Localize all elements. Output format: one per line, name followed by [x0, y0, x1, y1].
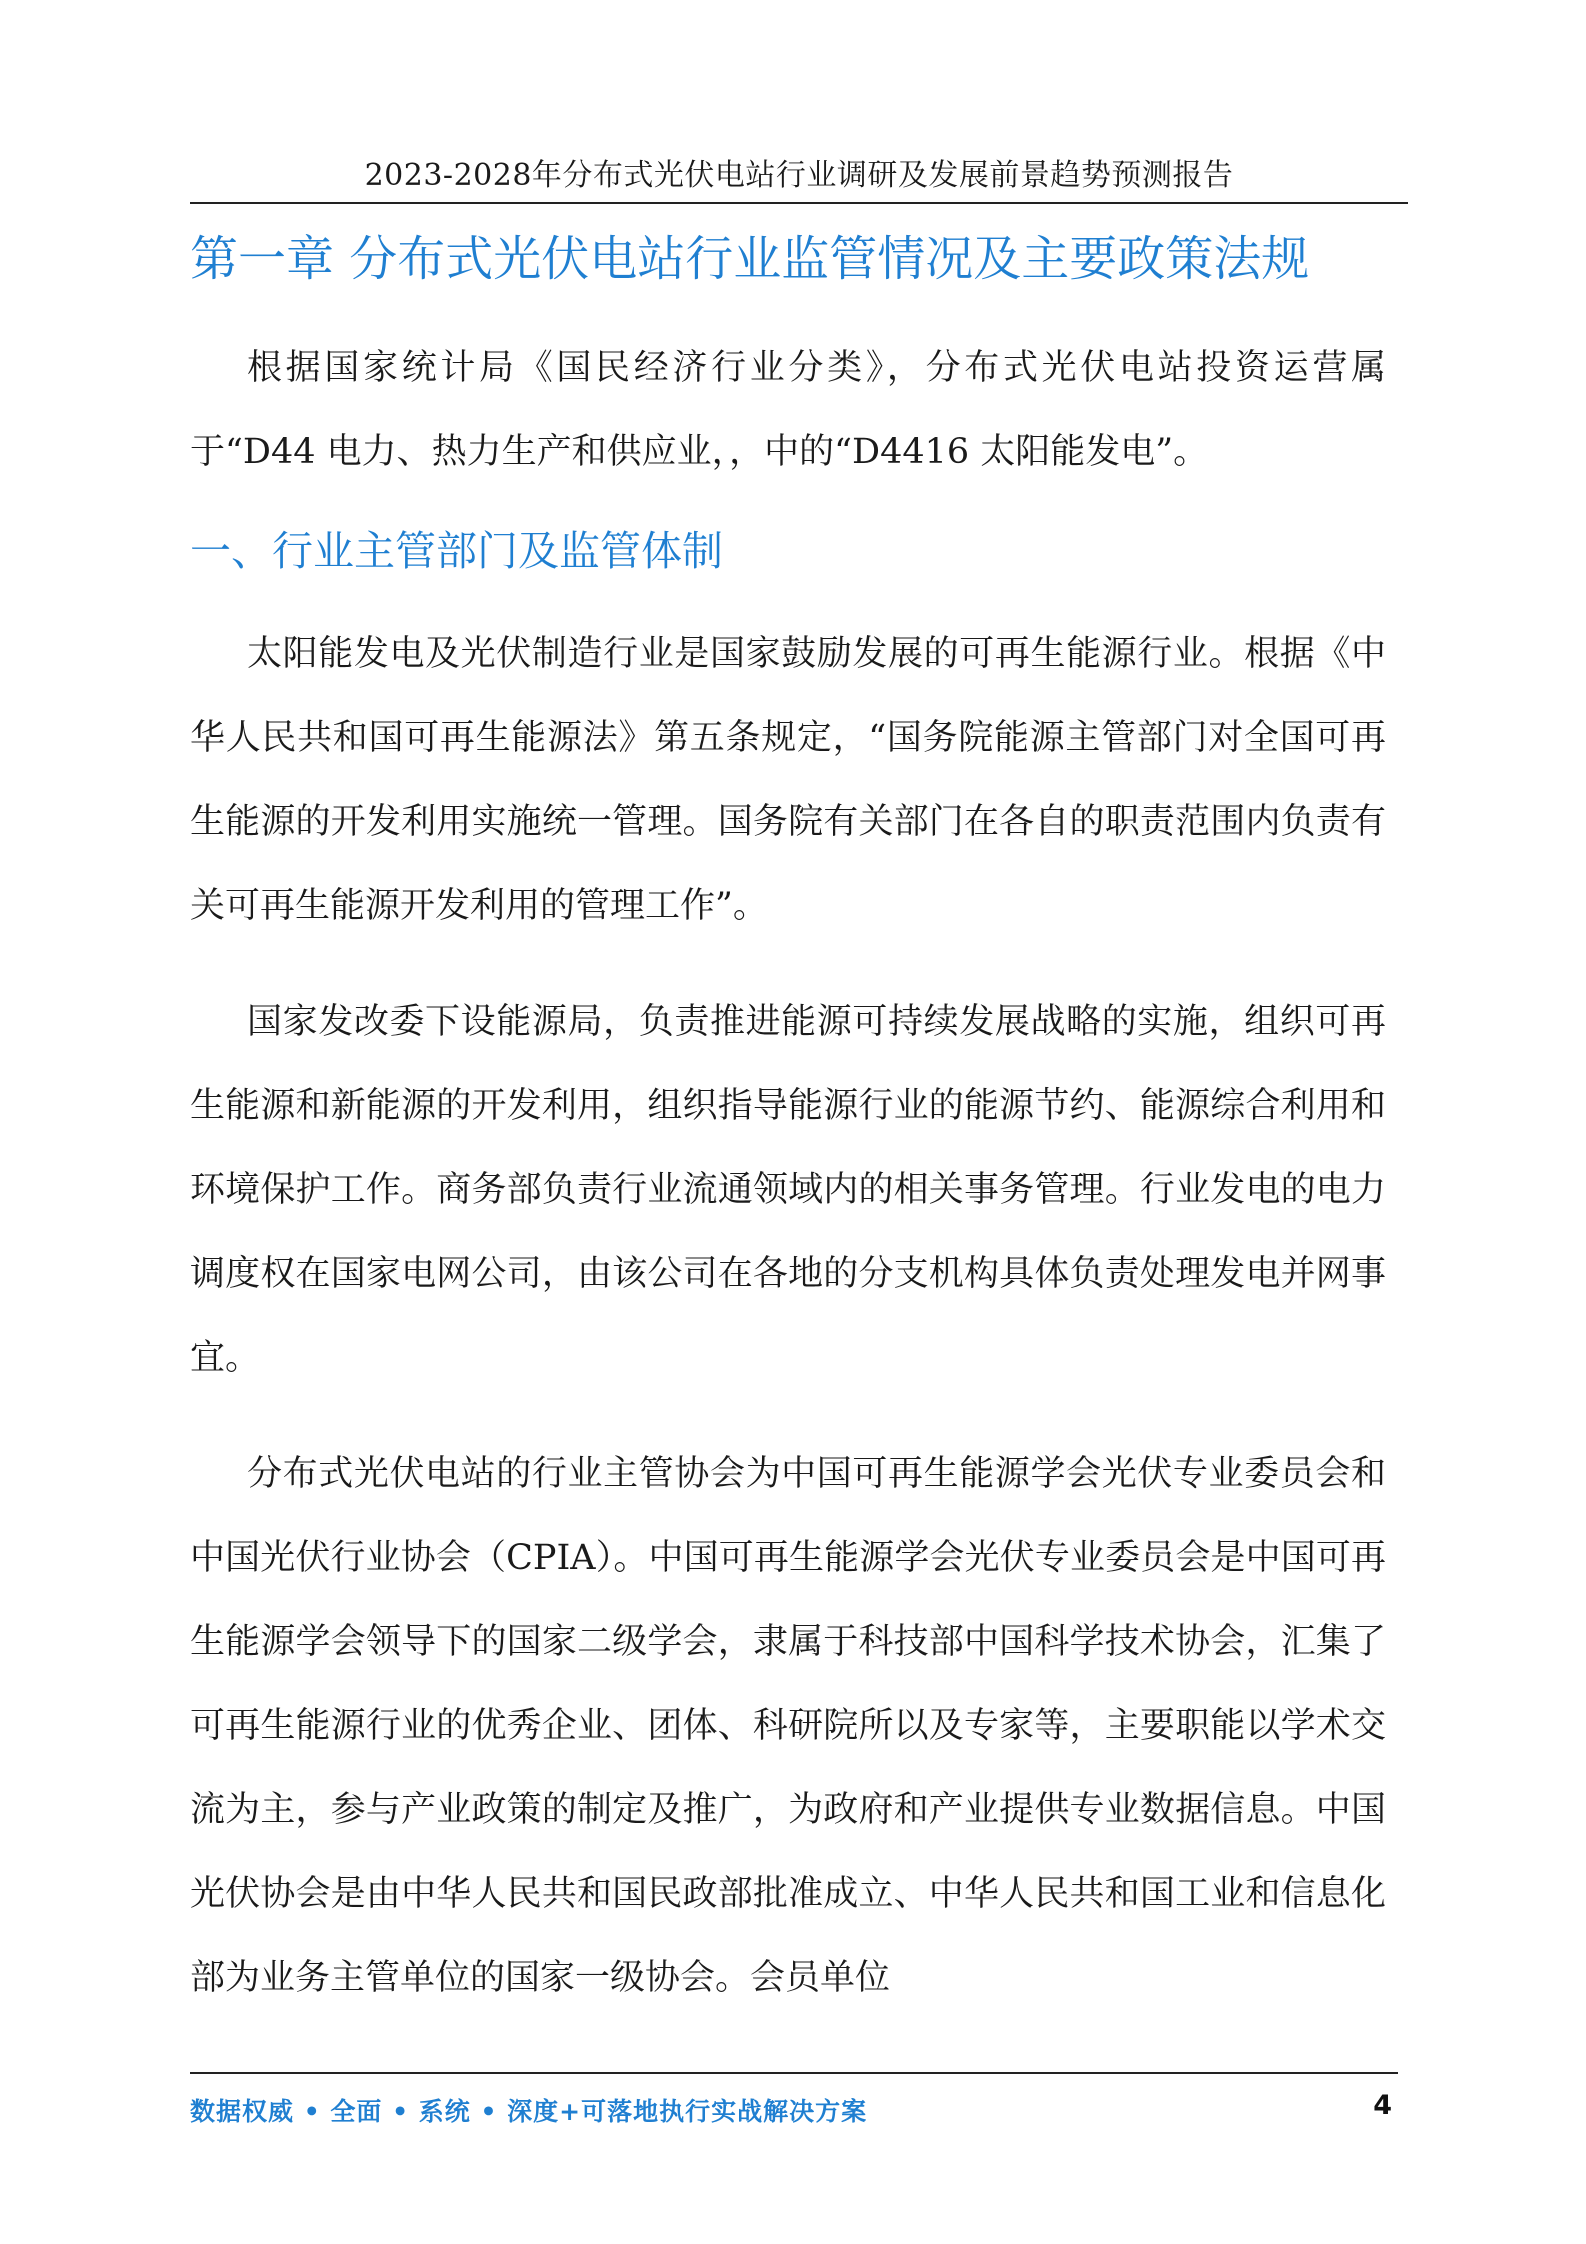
body-paragraph-agencies: 国家发改委下设能源局，负责推进能源可持续发展战略的实施，组织可再生能源和新能源的开发利用，组织指导能源行业的能源节约、能源综合利用和环境保护工作。商务部负责行业流通领域内的相关事务管理。行业发电的电力调度权在国家电网公司，由该公司在各地的分支机构具体负责处理发电并网事宜。	[190, 1002, 1386, 1378]
chapter-title: 第一章 分布式光伏电站行业监管情况及主要政策法规	[190, 231, 1310, 287]
page-number: 4	[1373, 2090, 1392, 2121]
intro-paragraph: 根据国家统计局《国民经济行业分类》，分布式光伏电站投资运营属于“D44 电力、热力生产和供应业，，中的“D4416 太阳能发电”。	[190, 348, 1386, 472]
page-header	[190, 150, 1408, 204]
body-paragraph-associations: 分布式光伏电站的行业主管协会为中国可再生能源学会光伏专业委员会和中国光伏行业协会（CPIA）。中国可再生能源学会光伏专业委员会是中国可再生能源学会领导下的国家二级学会，隶属于科技部中国科学技术协会，汇集了可再生能源行业的优秀企业、团体、科研院所以及专家等，主要职能以学术交流为主，参与产业政策的制定及推广，为政府和产业提供专业数据信息。中国光伏协会是由中华人民共和国民政部批准成立、中华人民共和国工业和信息化部为业务主管单位的国家一级协会。会员单位	[190, 1454, 1386, 1998]
body-paragraph-law: 太阳能发电及光伏制造行业是国家鼓励发展的可再生能源行业。根据《中华人民共和国可再生能源法》第五条规定，“国务院能源主管部门对全国可再生能源的开发利用实施统一管理。国务院有关部门在各自的职责范围内负责有关可再生能源开发利用的管理工作”。	[190, 634, 1386, 926]
page-footer	[190, 2072, 1398, 2138]
section-title: 一、行业主管部门及监管体制	[190, 527, 723, 575]
footer-slogan: 数据权威 • 全面 • 系统 • 深度+可落地执行实战解决方案	[190, 2097, 868, 2126]
report-title: 2023-2028年分布式光伏电站行业调研及发展前景趋势预测报告	[364, 158, 1234, 193]
